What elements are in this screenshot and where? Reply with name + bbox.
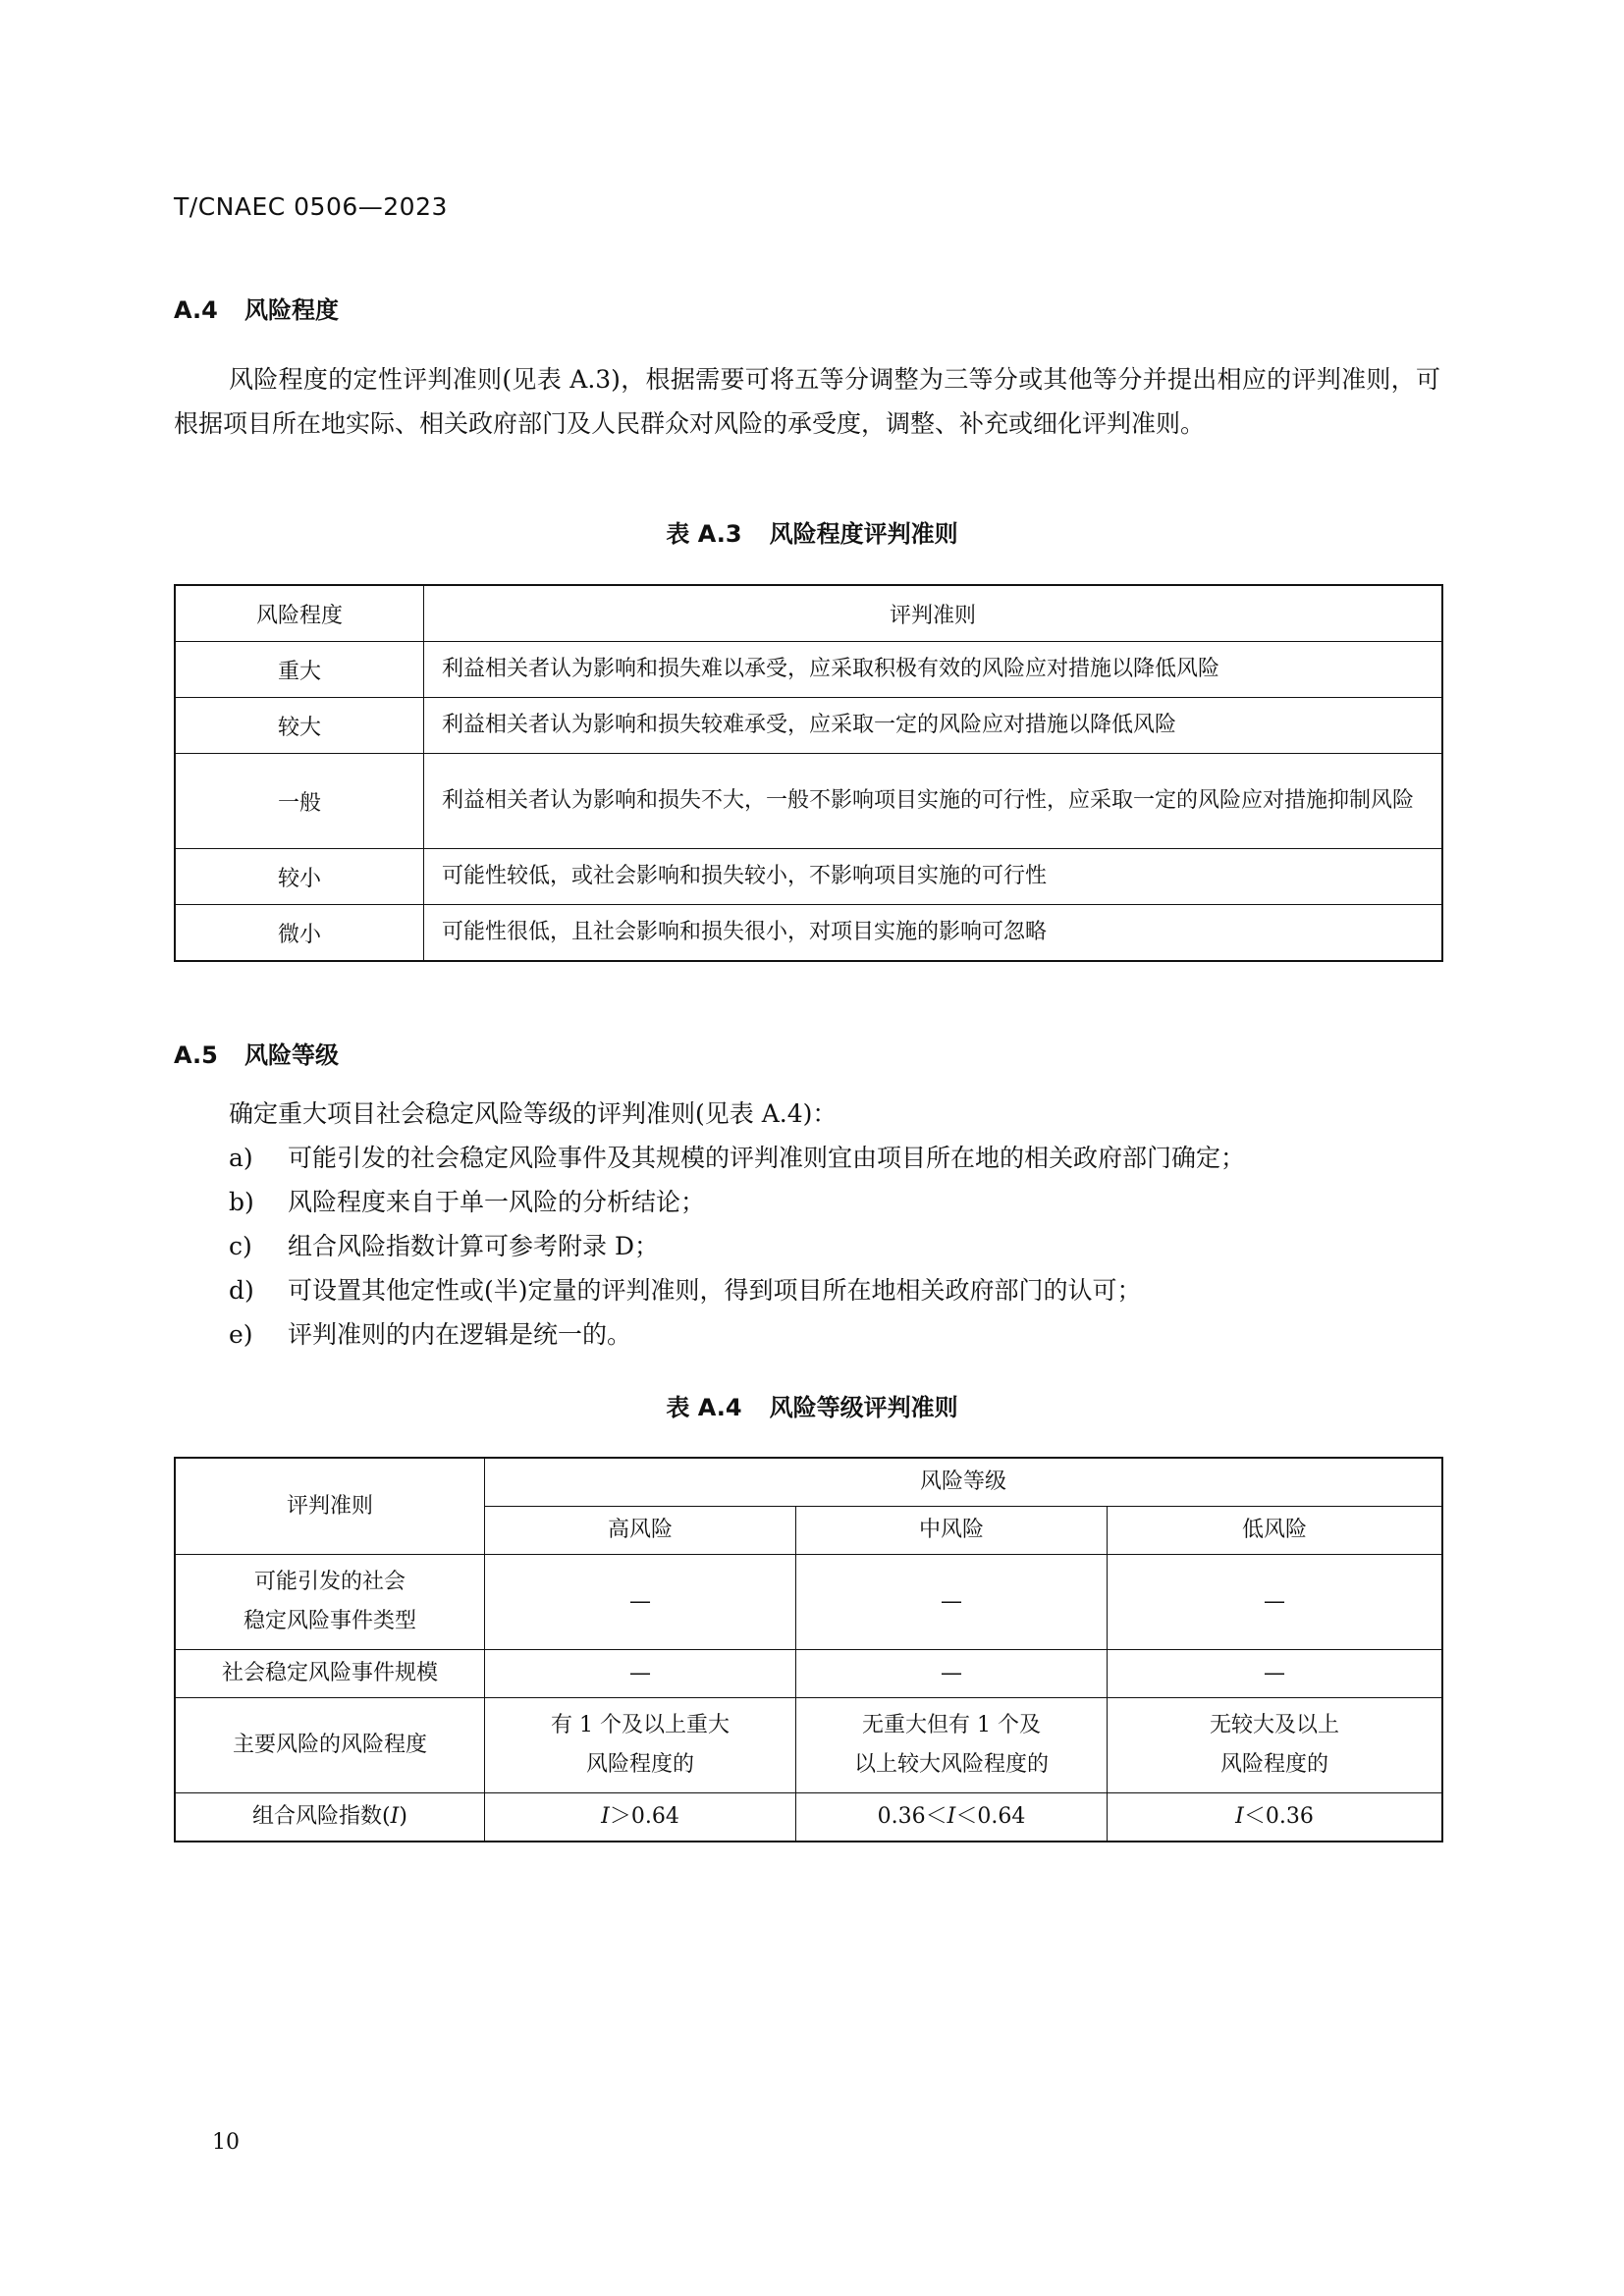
high-risk-cell — [485, 1698, 796, 1793]
criterion-cell: 利益相关者认为影响和损失不大，一般不影响项目实施的可行性，应采取一定的风险应对措施抑制风险 — [424, 754, 1443, 849]
section-a5-heading — [174, 1036, 339, 1070]
low-risk-cell: — — [1108, 1555, 1443, 1650]
cell-line: 有 1 个及以上重大 — [551, 1713, 730, 1737]
table-row — [175, 905, 1442, 962]
document-code: T/CNAEC 0506—2023 — [174, 192, 448, 221]
index-condition: ＞0.64 — [609, 1804, 679, 1829]
index-condition: ＜0.36 — [1243, 1804, 1314, 1829]
table-row — [175, 1793, 1442, 1842]
criterion-cell: 可能性较低，或社会影响和损失较小，不影响项目实施的可行性 — [424, 849, 1443, 905]
header-risk-grade: 风险等级 — [485, 1458, 1443, 1507]
header-criterion: 评判准则 — [424, 585, 1443, 642]
table-row — [175, 849, 1442, 905]
section-a4-number: A.4 — [174, 296, 218, 324]
table-row — [175, 1650, 1442, 1698]
row-label: 主要风险的风险程度 — [175, 1698, 485, 1793]
list-item — [229, 1320, 631, 1350]
medium-risk-cell — [796, 1698, 1108, 1793]
index-variable: I — [947, 1804, 956, 1829]
high-risk-cell: — — [485, 1555, 796, 1650]
risk-level-cell: 较小 — [175, 849, 424, 905]
list-item — [229, 1188, 705, 1217]
row-label: 社会稳定风险事件规模 — [175, 1650, 485, 1698]
medium-risk-cell: — — [796, 1555, 1108, 1650]
table-a4-caption — [0, 1388, 1624, 1422]
risk-level-cell: 较大 — [175, 698, 424, 754]
high-risk-cell: — — [485, 1650, 796, 1698]
low-risk-cell — [1108, 1793, 1443, 1842]
table-row — [175, 698, 1442, 754]
table-a4 — [174, 1457, 1443, 1842]
row-label-line: 稳定风险事件类型 — [243, 1609, 416, 1633]
row-label — [175, 1555, 485, 1650]
header-criterion: 评判准则 — [175, 1458, 485, 1555]
table-header-row — [175, 1458, 1442, 1507]
list-text: 组合风险指数计算可参考附录 D； — [288, 1232, 659, 1260]
section-a5-number: A.5 — [174, 1041, 218, 1069]
list-text: 评判准则的内在逻辑是统一的。 — [288, 1320, 632, 1349]
table-row — [175, 1698, 1442, 1793]
risk-level-cell: 微小 — [175, 905, 424, 962]
table-row — [175, 1555, 1442, 1650]
section-a4-paragraph: 风险程度的定性评判准则(见表 A.3)，根据需要可将五等分调整为三等分或其他等分并提出相应的评判准则，可根据项目所在地实际、相关政府部门及人民群众对风险的承受度，调整、补充或细化评判准则。 — [174, 365, 1440, 438]
header-low-risk: 低风险 — [1108, 1507, 1443, 1555]
risk-level-cell: 一般 — [175, 754, 424, 849]
list-marker: c) — [229, 1232, 252, 1260]
index-condition: 0.36＜ — [877, 1804, 947, 1829]
label-prefix: 组合风险指数( — [252, 1804, 391, 1829]
table-row — [175, 754, 1442, 849]
list-marker: b) — [229, 1188, 254, 1216]
header-risk-degree: 风险程度 — [175, 585, 424, 642]
medium-risk-cell — [796, 1793, 1108, 1842]
section-a5-intro: 确定重大项目社会稳定风险等级的评判准则(见表 A.4)： — [229, 1099, 838, 1128]
row-label-line: 可能引发的社会 — [253, 1570, 406, 1594]
list-marker: e) — [229, 1320, 253, 1349]
list-item — [229, 1276, 1142, 1306]
list-item — [229, 1144, 1245, 1173]
criterion-cell: 利益相关者认为影响和损失难以承受，应采取积极有效的风险应对措施以降低风险 — [424, 642, 1443, 698]
table-row — [175, 642, 1442, 698]
index-variable: I — [390, 1804, 400, 1829]
criterion-cell: 利益相关者认为影响和损失较难承受，应采取一定的风险应对措施以降低风险 — [424, 698, 1443, 754]
criterion-cell: 可能性很低，且社会影响和损失很小，对项目实施的影响可忽略 — [424, 905, 1443, 962]
list-item — [229, 1232, 659, 1261]
cell-line: 风险程度的 — [585, 1752, 694, 1777]
list-text: 可设置其他定性或(半)定量的评判准则，得到项目所在地相关政府部门的认可； — [288, 1276, 1142, 1305]
table-a3 — [174, 584, 1443, 962]
low-risk-cell — [1108, 1698, 1443, 1793]
section-a5-title: 风险等级 — [244, 1041, 339, 1069]
low-risk-cell: — — [1108, 1650, 1443, 1698]
header-high-risk: 高风险 — [485, 1507, 796, 1555]
cell-line: 无重大但有 1 个及 — [862, 1713, 1041, 1737]
section-a4-title: 风险程度 — [244, 296, 339, 324]
table-a3-caption-number: 表 A.3 — [666, 520, 742, 548]
index-variable: I — [601, 1804, 610, 1829]
table-a4-caption-number: 表 A.4 — [666, 1394, 742, 1421]
index-condition: ＜0.64 — [955, 1804, 1026, 1829]
table-a3-caption-title: 风险程度评判准则 — [769, 520, 958, 548]
list-text: 风险程度来自于单一风险的分析结论； — [288, 1188, 706, 1216]
table-a3-caption — [0, 514, 1624, 549]
table-header-row — [175, 585, 1442, 642]
risk-level-cell: 重大 — [175, 642, 424, 698]
high-risk-cell — [485, 1793, 796, 1842]
page-number: 10 — [212, 2130, 240, 2155]
medium-risk-cell: — — [796, 1650, 1108, 1698]
list-marker: a) — [229, 1144, 253, 1172]
list-text: 可能引发的社会稳定风险事件及其规模的评判准则宜由项目所在地的相关政府部门确定； — [288, 1144, 1246, 1172]
label-suffix: ) — [399, 1804, 407, 1829]
cell-line: 风险程度的 — [1219, 1752, 1328, 1777]
row-label — [175, 1793, 485, 1842]
header-medium-risk: 中风险 — [796, 1507, 1108, 1555]
list-marker: d) — [229, 1276, 254, 1305]
table-a4-caption-title: 风险等级评判准则 — [769, 1394, 958, 1421]
section-a4-heading — [174, 291, 339, 325]
index-variable: I — [1235, 1804, 1244, 1829]
cell-line: 无较大及以上 — [1209, 1713, 1339, 1737]
cell-line: 以上较大风险程度的 — [853, 1752, 1049, 1777]
